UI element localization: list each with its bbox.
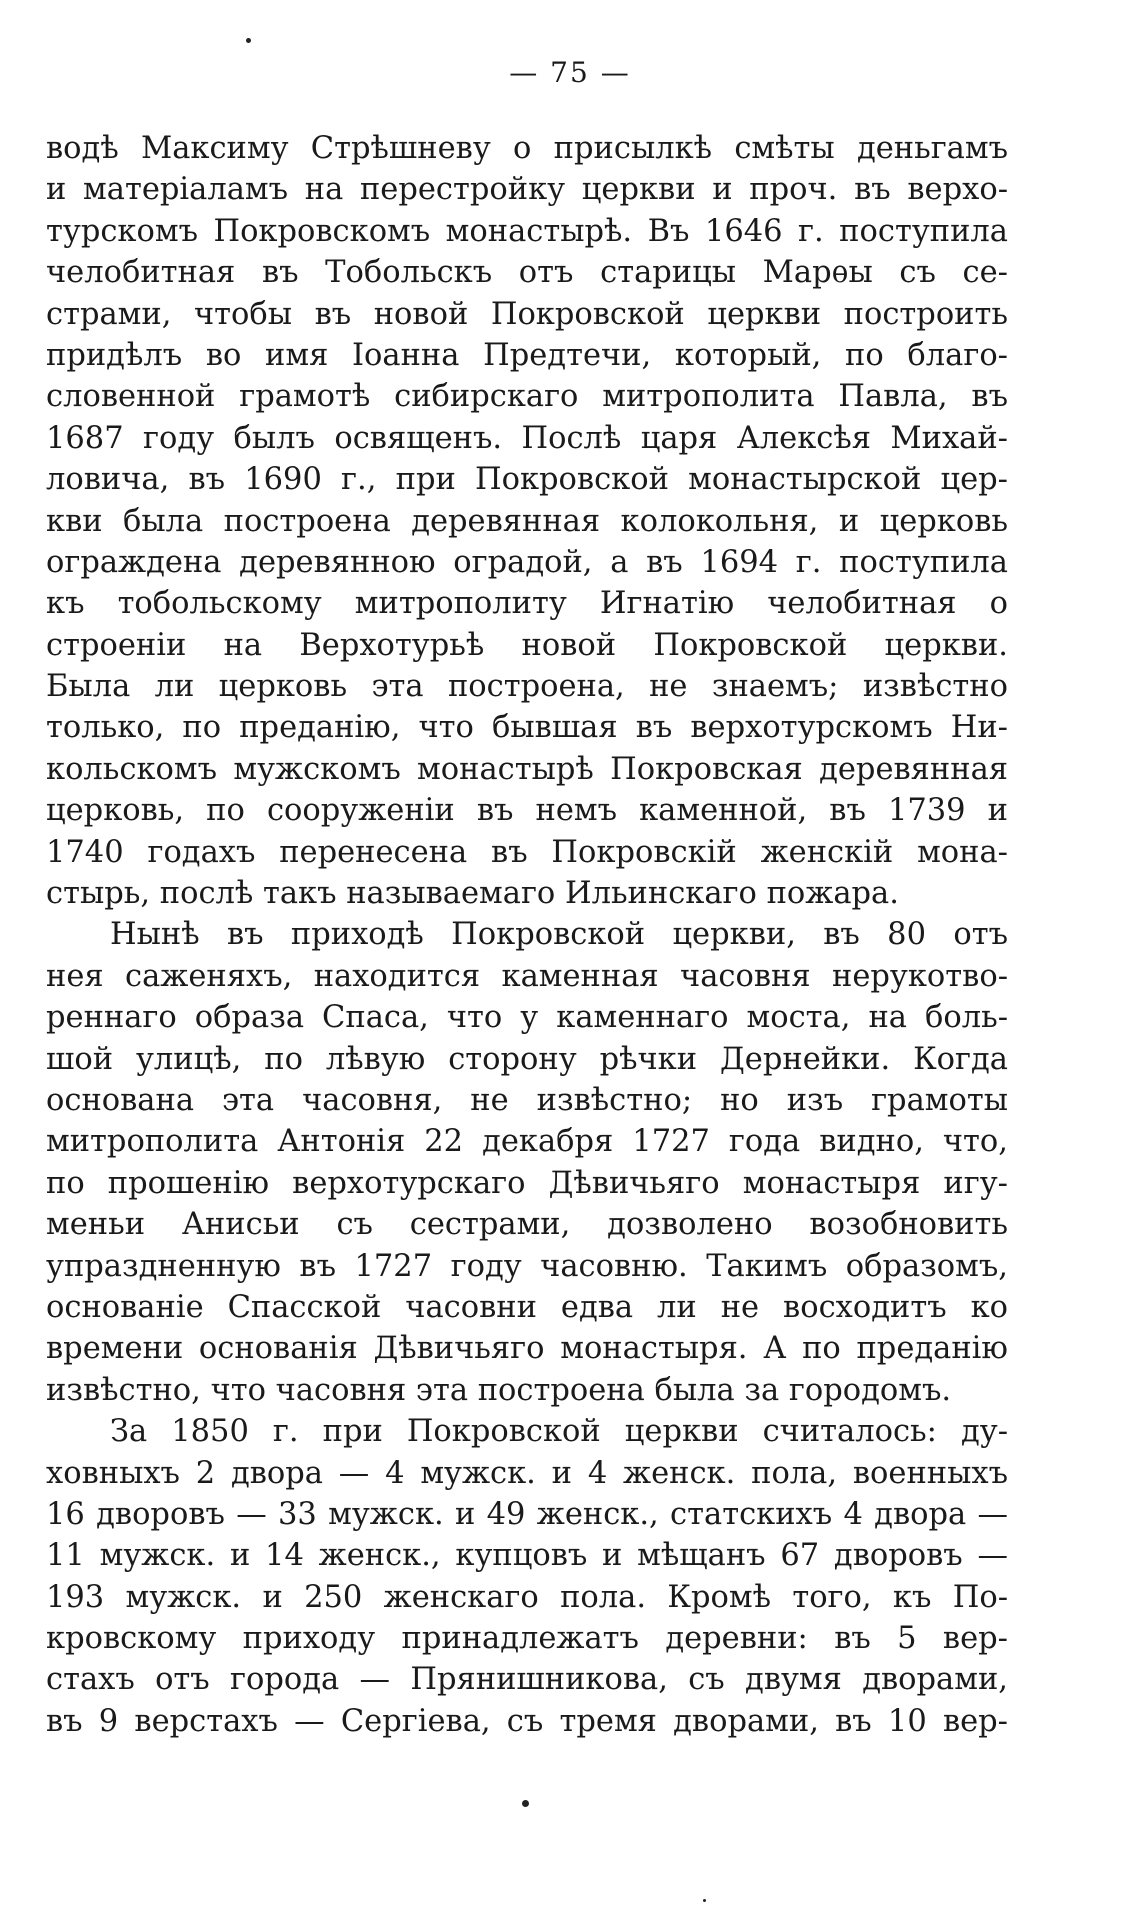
print-speck xyxy=(703,1899,706,1902)
text-line: челобитная въ Тобольскъ отъ старицы Марѳы съ се- xyxy=(46,255,1008,291)
text-line: За 1850 г. при Покровской церкви считалось: ду- xyxy=(110,1414,1008,1450)
text-line: нея саженяхъ, находится каменная часовня нерукотво- xyxy=(46,958,1008,994)
text-line: страми, чтобы въ новой Покровской церкви построить xyxy=(46,296,1008,332)
text-line: кровскому приходу принадлежатъ деревни: въ 5 вер- xyxy=(46,1621,1008,1657)
text-line: водѣ Максиму Стрѣшневу о присылкѣ смѣты деньгамъ xyxy=(46,131,1008,166)
text-line: турскомъ Покровскомъ монастырѣ. Въ 1646 г. поступила xyxy=(46,213,1008,249)
body-text xyxy=(46,128,1008,1742)
page-number: — 75 — xyxy=(509,56,631,89)
text-line: по прошенію верхотурскаго Дѣвичьяго монастыря игу- xyxy=(46,1165,1008,1201)
paragraph-2 xyxy=(46,914,1008,1411)
text-line: церковь, по сооруженіи въ немъ каменной, въ 1739 и xyxy=(46,793,1008,829)
text-line: ограждена деревянною оградой, а въ 1694 г. поступила xyxy=(46,544,1008,580)
print-speck xyxy=(522,1800,529,1807)
text-line: Нынѣ въ приходѣ Покровской церкви, въ 80 отъ xyxy=(110,917,1008,953)
text-line: реннаго образа Спаса, что у каменнаго моста, на боль- xyxy=(46,1000,1008,1036)
text-line: стырь, послѣ такъ называемаго Ильинскаго пожара. xyxy=(46,876,899,912)
text-line: только, по преданію, что бывшая въ верхотурскомъ Ни- xyxy=(46,710,1008,746)
text-line: упраздненную въ 1727 году часовню. Такимъ образомъ, xyxy=(46,1248,1008,1284)
text-line: 193 мужск. и 250 женскаго пола. Кромѣ того, къ По- xyxy=(46,1579,1008,1615)
text-line: словенной грамотѣ сибирскаго митрополита Павла, въ xyxy=(46,379,1008,415)
print-speck xyxy=(246,38,251,43)
text-line: стахъ отъ города — Прянишникова, съ двумя дворами, xyxy=(46,1662,1008,1698)
text-line: и матеріаламъ на перестройку церкви и проч. въ верхо- xyxy=(46,172,1008,208)
text-line: основана эта часовня, не извѣстно; но изъ грамоты xyxy=(46,1082,1008,1118)
text-line: времени основанія Дѣвичьяго монастыря. А по преданію xyxy=(46,1331,1008,1367)
text-line: придѣлъ во имя Іоанна Предтечи, который, по благо- xyxy=(46,337,1008,373)
text-line: меньи Анисьи съ сестрами, дозволено возобновить xyxy=(46,1207,1008,1243)
text-line: Была ли церковь эта построена, не знаемъ; извѣстно xyxy=(46,669,1008,705)
text-line: 1740 годахъ перенесена въ Покровскій женскій мона- xyxy=(46,834,1008,870)
text-line: 11 мужск. и 14 женск., купцовъ и мѣщанъ 67 дворовъ — xyxy=(46,1538,1008,1574)
paragraph-3 xyxy=(46,1411,1008,1742)
text-line: кви была построена деревянная колокольня, и церковь xyxy=(46,503,1008,539)
paragraph-1 xyxy=(46,128,1008,914)
text-line: строеніи на Верхотурьѣ новой Покровской церкви. xyxy=(46,627,1008,663)
text-line: митрополита Антонія 22 декабря 1727 года видно, что, xyxy=(46,1124,1008,1160)
text-line: извѣстно, что часовня эта построена была за городомъ. xyxy=(46,1372,952,1408)
text-line: ховныхъ 2 двора — 4 мужск. и 4 женск. пола, военныхъ xyxy=(46,1455,1008,1491)
text-line: основаніе Спасской часовни едва ли не восходитъ ко xyxy=(46,1289,1008,1325)
text-line: 1687 году былъ освященъ. Послѣ царя Алексѣя Михай- xyxy=(46,420,1008,456)
text-line: 16 дворовъ — 33 мужск. и 49 женск., статскихъ 4 двора — xyxy=(46,1496,1008,1532)
text-line: ловича, въ 1690 г., при Покровской монастырской цер- xyxy=(46,462,1008,498)
text-line: къ тобольскому митрополиту Игнатію челобитная о xyxy=(46,586,1008,622)
text-line: кольскомъ мужскомъ монастырѣ Покровская деревянная xyxy=(46,751,1008,787)
text-line: въ 9 верстахъ — Сергіева, съ тремя дворами, въ 10 вер- xyxy=(46,1703,1008,1739)
text-line: шой улицѣ, по лѣвую сторону рѣчки Дернейки. Когда xyxy=(46,1041,1008,1077)
